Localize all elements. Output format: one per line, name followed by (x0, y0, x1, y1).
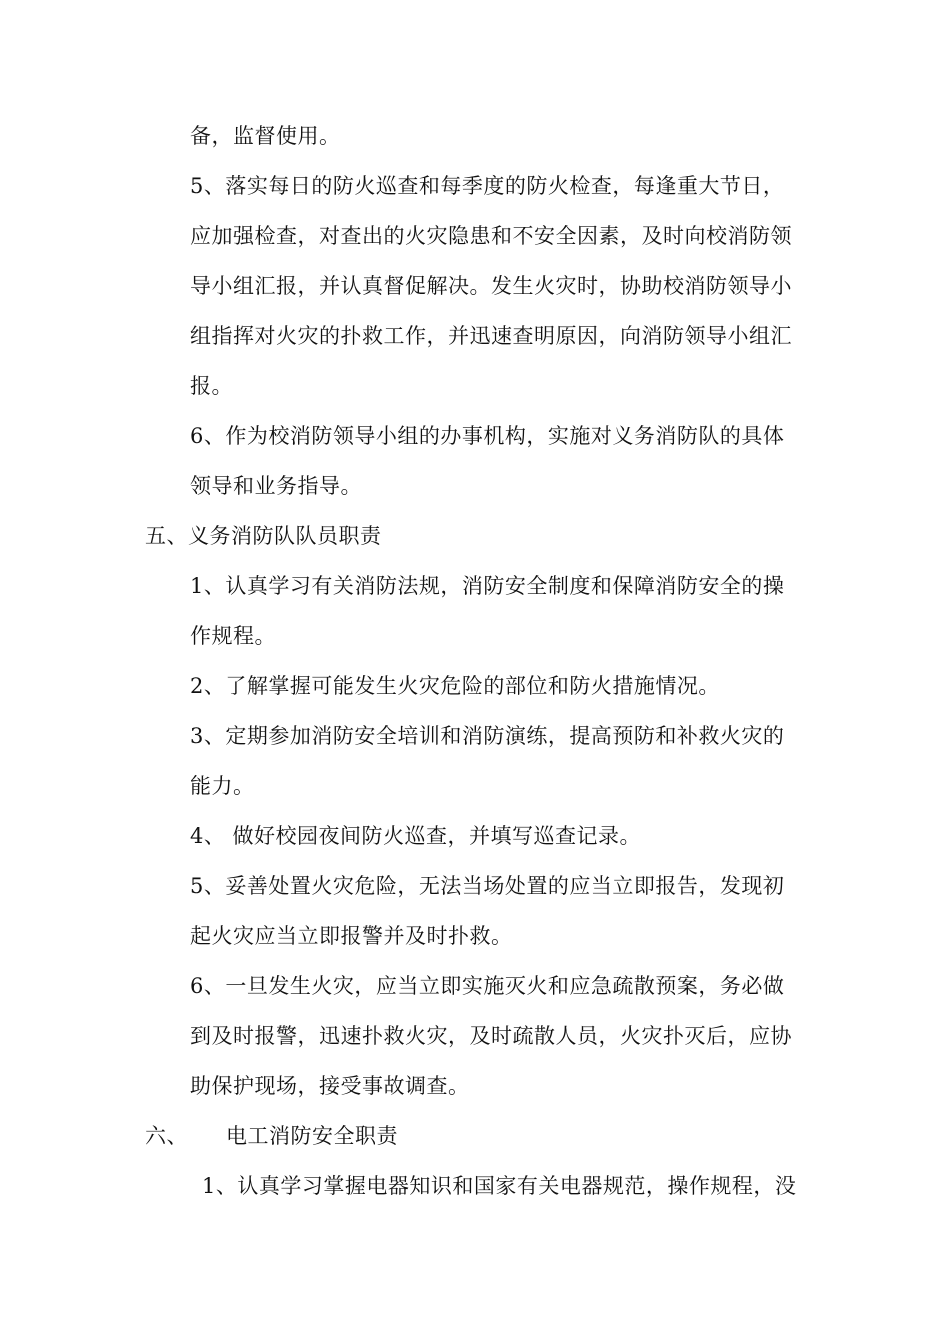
list-item-3: 3、定期参加消防安全培训和消防演练，提高预防和补救火灾的 (190, 724, 785, 748)
list-item-6: 6、作为校消防领导小组的办事机构，实施对义务消防队的具体 (190, 424, 785, 448)
section-heading-six (145, 1121, 398, 1151)
text-line: 作规程。 (190, 624, 276, 648)
text-line: 导小组汇报，并认真督促解决。发生火灾时，协助校消防领导小 (190, 274, 792, 298)
list-item-4: 4、 做好校园夜间防火巡查，并填写巡查记录。 (190, 824, 642, 848)
list-item-1: 1、认真学习掌握电器知识和国家有关电器规范，操作规程，没 (202, 1174, 797, 1198)
text-line: 起火灾应当立即报警并及时扑救。 (190, 924, 513, 948)
section-number: 六、 (145, 1124, 188, 1148)
text-line: 助保护现场，接受事故调查。 (190, 1074, 470, 1098)
text-line: 报。 (190, 374, 233, 398)
text-line: 领导和业务指导。 (190, 474, 362, 498)
text-line: 能力。 (190, 774, 255, 798)
list-item-1: 1、认真学习有关消防法规，消防安全制度和保障消防安全的操 (190, 574, 785, 598)
text-line: 到及时报警，迅速扑救火灾，及时疏散人员，火灾扑灭后，应协 (190, 1024, 792, 1048)
text-line: 组指挥对火灾的扑救工作，并迅速查明原因，向消防领导小组汇 (190, 324, 792, 348)
section-heading-five: 五、义务消防队队员职责 (145, 524, 382, 548)
section-title: 电工消防安全职责 (226, 1124, 398, 1148)
list-item-6: 6、一旦发生火灾，应当立即实施灭火和应急疏散预案，务必做 (190, 974, 785, 998)
list-item-5: 5、落实每日的防火巡查和每季度的防火检查，每逢重大节日， (190, 174, 785, 198)
list-item-5: 5、妥善处置火灾危险，无法当场处置的应当立即报告，发现初 (190, 874, 785, 898)
list-item-2: 2、了解掌握可能发生火灾危险的部位和防火措施情况。 (190, 674, 720, 698)
text-line: 应加强检查，对查出的火灾隐患和不安全因素，及时向校消防领 (190, 224, 792, 248)
text-line: 备，监督使用。 (190, 124, 341, 148)
